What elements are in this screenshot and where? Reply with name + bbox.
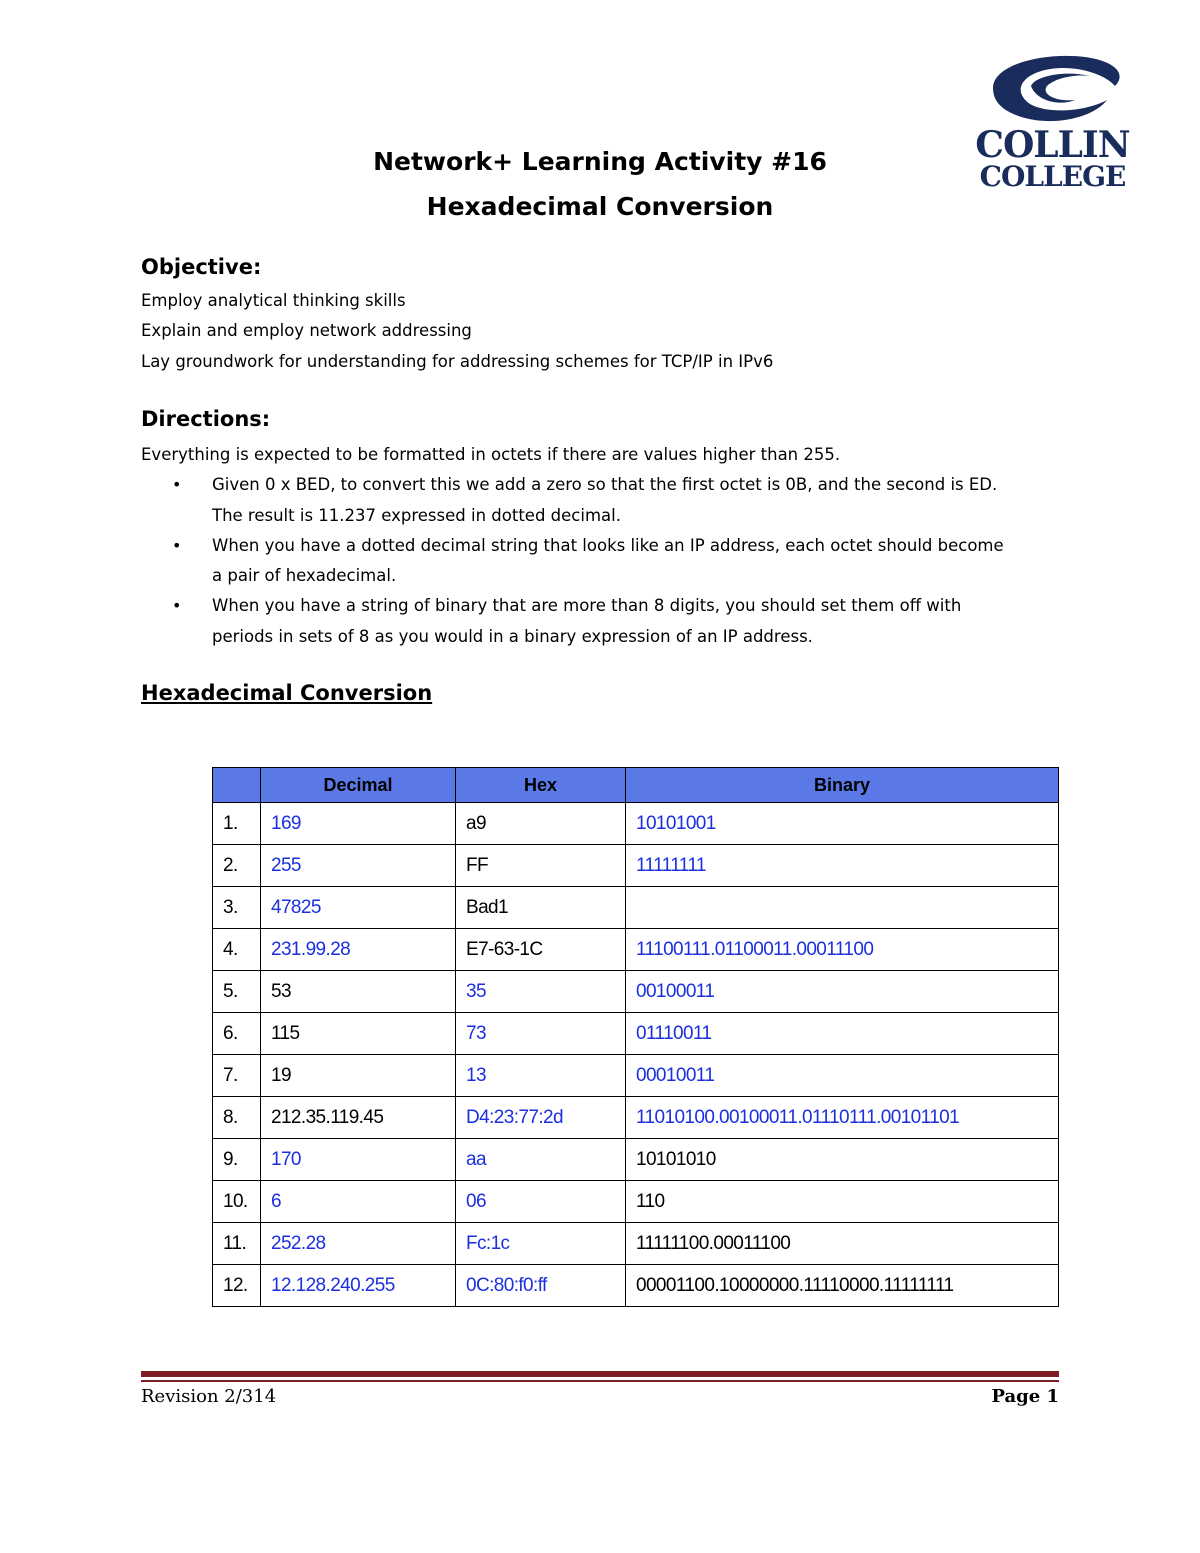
binary-cell: 110: [626, 1181, 1059, 1223]
table-row: [213, 929, 1059, 971]
decimal-cell: 53: [261, 971, 456, 1013]
table-row: [213, 1265, 1059, 1307]
hex-cell: FF: [456, 845, 626, 887]
logo-swoosh-icon: [975, 52, 1130, 127]
hex-cell: Fc:1c: [456, 1223, 626, 1265]
row-number: 8.: [213, 1097, 261, 1139]
decimal-cell: 47825: [261, 887, 456, 929]
bullet-text: periods in sets of 8 as you would in a binary expression of an IP address.: [212, 627, 813, 646]
conversion-table: [212, 767, 1059, 1307]
binary-cell: 11111111: [626, 845, 1059, 887]
decimal-cell: 252.28: [261, 1223, 456, 1265]
table-row: [213, 1223, 1059, 1265]
binary-cell: 10101010: [626, 1139, 1059, 1181]
decimal-cell: 6: [261, 1181, 456, 1223]
hex-cell: 06: [456, 1181, 626, 1223]
row-number: 2.: [213, 845, 261, 887]
hex-cell: aa: [456, 1139, 626, 1181]
table-row: [213, 1097, 1059, 1139]
table-row: [213, 845, 1059, 887]
binary-cell: [626, 887, 1059, 929]
page-title: Network+ Learning Activity #16: [373, 147, 827, 176]
table-row: [213, 1181, 1059, 1223]
decimal-cell: 170: [261, 1139, 456, 1181]
column-header: Binary: [626, 768, 1059, 803]
bullet-text: When you have a dotted decimal string that looks like an IP address, each octet should become: [212, 536, 1004, 555]
hex-cell: Bad1: [456, 887, 626, 929]
footer-page-number: Page 1: [991, 1386, 1059, 1407]
row-number: 3.: [213, 887, 261, 929]
objective-heading: Objective:: [141, 255, 262, 279]
page-subtitle: Hexadecimal Conversion: [426, 192, 774, 221]
hex-cell: 0C:80:f0:ff: [456, 1265, 626, 1307]
logo-line2: COLLEGE: [979, 160, 1126, 193]
footer-revision: Revision 2/314: [141, 1386, 277, 1407]
binary-cell: 00010011: [626, 1055, 1059, 1097]
row-number: 11.: [213, 1223, 261, 1265]
decimal-cell: 115: [261, 1013, 456, 1055]
decimal-cell: 255: [261, 845, 456, 887]
table-row: [213, 803, 1059, 845]
row-number: 1.: [213, 803, 261, 845]
bullet-text: Given 0 x BED, to convert this we add a zero so that the first octet is 0B, and the second is ED.: [212, 475, 998, 494]
binary-cell: 01110011: [626, 1013, 1059, 1055]
row-number: 7.: [213, 1055, 261, 1097]
column-header: [213, 768, 261, 803]
binary-cell: 00001100.10000000.11110000.11111111: [626, 1265, 1059, 1307]
row-number: 12.: [213, 1265, 261, 1307]
hex-cell: D4:23:77:2d: [456, 1097, 626, 1139]
bullet-icon: •: [172, 475, 182, 494]
hex-cell: a9: [456, 803, 626, 845]
binary-cell: 10101001: [626, 803, 1059, 845]
bullet-icon: •: [172, 536, 182, 555]
row-number: 6.: [213, 1013, 261, 1055]
table-header-row: [213, 768, 1059, 803]
bullet-text: a pair of hexadecimal.: [212, 566, 397, 585]
binary-cell: 11010100.00100011.01110111.00101101: [626, 1097, 1059, 1139]
logo-line1: COLLIN: [975, 124, 1130, 166]
hex-cell: E7-63-1C: [456, 929, 626, 971]
column-header: Hex: [456, 768, 626, 803]
binary-cell: 11111100.00011100: [626, 1223, 1059, 1265]
table-row: [213, 971, 1059, 1013]
decimal-cell: 12.128.240.255: [261, 1265, 456, 1307]
decimal-cell: 169: [261, 803, 456, 845]
hex-cell: 35: [456, 971, 626, 1013]
decimal-cell: 231.99.28: [261, 929, 456, 971]
bullet-text: The result is 11.237 expressed in dotted decimal.: [212, 506, 621, 525]
directions-heading: Directions:: [141, 407, 271, 431]
row-number: 10.: [213, 1181, 261, 1223]
objective-line: Lay groundwork for understanding for addressing schemes for TCP/IP in IPv6: [141, 352, 774, 371]
row-number: 9.: [213, 1139, 261, 1181]
bullet-text: When you have a string of binary that are more than 8 digits, you should set them off with: [212, 596, 962, 615]
row-number: 4.: [213, 929, 261, 971]
table-row: [213, 887, 1059, 929]
column-header: Decimal: [261, 768, 456, 803]
hex-cell: 13: [456, 1055, 626, 1097]
table-row: [213, 1139, 1059, 1181]
hex-cell: 73: [456, 1013, 626, 1055]
table-row: [213, 1055, 1059, 1097]
binary-cell: 00100011: [626, 971, 1059, 1013]
objective-line: Employ analytical thinking skills: [141, 291, 406, 310]
decimal-cell: 212.35.119.45: [261, 1097, 456, 1139]
table-row: [213, 1013, 1059, 1055]
binary-cell: 11100111.01100011.00011100: [626, 929, 1059, 971]
directions-intro: Everything is expected to be formatted in octets if there are values higher than 255.: [141, 445, 841, 464]
section-title: Hexadecimal Conversion: [141, 681, 433, 705]
row-number: 5.: [213, 971, 261, 1013]
bullet-icon: •: [172, 596, 182, 615]
footer-rule: [141, 1371, 1059, 1377]
footer-rule-thin: [141, 1380, 1059, 1382]
decimal-cell: 19: [261, 1055, 456, 1097]
objective-line: Explain and employ network addressing: [141, 321, 472, 340]
